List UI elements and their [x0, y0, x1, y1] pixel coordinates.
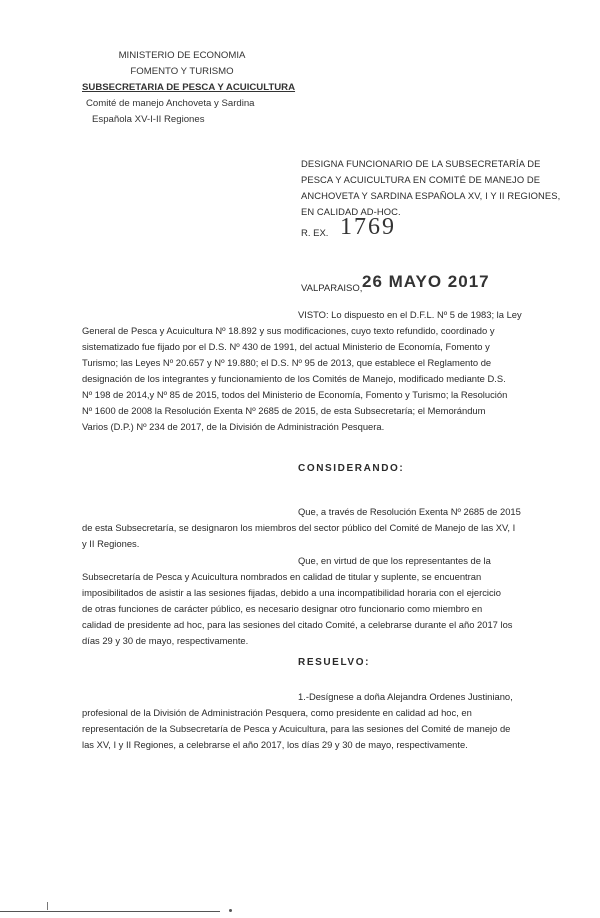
considerando-line: Que, en virtud de que los representantes de la — [298, 555, 491, 566]
considerando-line: calidad de presidente ad hoc, para las sesiones del citado Comité, a celebrarse durante el año 2017 los — [82, 619, 513, 630]
footer-dot — [229, 909, 232, 912]
ministry-name: MINISTERIO DE ECONOMIA — [118, 50, 246, 61]
subsecretariat-name: SUBSECRETARIA DE PESCA Y ACUICULTURA — [82, 82, 296, 93]
considerando-line: días 29 y 30 de mayo, respectivamente. — [82, 635, 249, 646]
considerando-line: Subsecretaría de Pesca y Acuicultura nombrados en calidad de titular y suplente, se encuentran — [82, 571, 482, 582]
visto-line: Turismo; las Leyes Nº 20.657 y Nº 19.880; el D.S. Nº 95 de 2013, que establece el Reglamento de — [82, 357, 492, 368]
resolution-number: 1769 — [340, 214, 396, 240]
subject-line: ANCHOVETA Y SARDINA ESPAÑOLA XV, I Y II REGIONES, — [301, 190, 561, 201]
resuelvo-paragraph — [82, 689, 544, 753]
resuelvo-line: representación de la Subsecretaría de Pesca y Acuicultura, para las sesiones del Comité de manejo de — [82, 723, 511, 734]
committee-regions: Española XV-I-II Regiones — [92, 114, 205, 125]
footer-tick — [47, 902, 50, 910]
visto-line: General de Pesca y Acuicultura Nº 18.892 y sus modificaciones, cuyo texto refundido, coordinado y — [82, 325, 495, 336]
date-stamp: 26 MAYO 2017 — [362, 272, 490, 291]
considerando-line: de esta Subsecretaría, se designaron los miembros del sector público del Comité de Manejo de las XV, I — [82, 522, 516, 533]
visto-line: Nº 198 de 2014,y Nº 85 de 2015, todos del Ministerio de Economía, Fomento y Turismo; la Resolución — [82, 389, 508, 400]
considerando-line: de otras funciones de carácter público, es necesario designar otro funcionario como miembro en — [82, 603, 483, 614]
visto-line: designación de los integrantes y funcionamiento de los Comités de Manejo, modificado mediante D.S. — [82, 373, 506, 384]
resuelvo-line: las XV, I y II Regiones, a celebrarse el año 2017, los días 29 y 30 de mayo, respectivamente. — [82, 739, 468, 750]
resolution-label: R. EX. — [301, 228, 329, 239]
resuelvo-heading: RESUELVO: — [298, 657, 370, 668]
subject-line: PESCA Y ACUICULTURA EN COMITÉ DE MANEJO DE — [301, 174, 541, 185]
considerando-heading: CONSIDERANDO: — [298, 463, 405, 474]
considerando-line: y II Regiones. — [82, 538, 140, 549]
ministry-subtitle: FOMENTO Y TURISMO — [130, 66, 234, 77]
visto-line: Varios (D.P.) Nº 234 de 2017, de la División de Administración Pesquera. — [82, 421, 385, 432]
subject-line: DESIGNA FUNCIONARIO DE LA SUBSECRETARÍA DE — [301, 158, 541, 169]
place: VALPARAISO, — [301, 283, 363, 294]
visto-paragraph — [82, 307, 544, 435]
considerando-line: imposibilitados de asistir a las sesiones fijadas, debido a una incompatibilidad horaria con el ejercicio — [82, 587, 501, 598]
considerando-paragraph-1 — [82, 504, 544, 552]
visto-line: Nº 1600 de 2008 la Resolución Exenta Nº 2685 de 2015, de esta Subsecretaría; el Memorándum — [82, 405, 486, 416]
visto-line: sistematizado fue fijado por el D.S. Nº 430 de 1991, del actual Ministerio de Economía, Fomento y — [82, 341, 490, 352]
document-subject — [301, 156, 561, 220]
considerando-paragraph-2 — [82, 553, 544, 649]
resuelvo-line: profesional de la División de Administración Pesquera, como presidente en calidad ad hoc, en — [82, 707, 472, 718]
visto-line: VISTO: Lo dispuesto en el D.F.L. Nº 5 de 1983; la Ley — [298, 309, 522, 320]
considerando-line: Que, a través de Resolución Exenta Nº 2685 de 2015 — [298, 506, 521, 517]
ministry-header — [82, 48, 295, 128]
committee-name: Comité de manejo Anchoveta y Sardina — [86, 98, 255, 109]
footer-rule — [0, 911, 220, 912]
subject-line: EN CALIDAD AD-HOC. — [301, 206, 401, 217]
resuelvo-line: 1.-Desígnese a doña Alejandra Ordenes Justiniano, — [298, 691, 513, 702]
